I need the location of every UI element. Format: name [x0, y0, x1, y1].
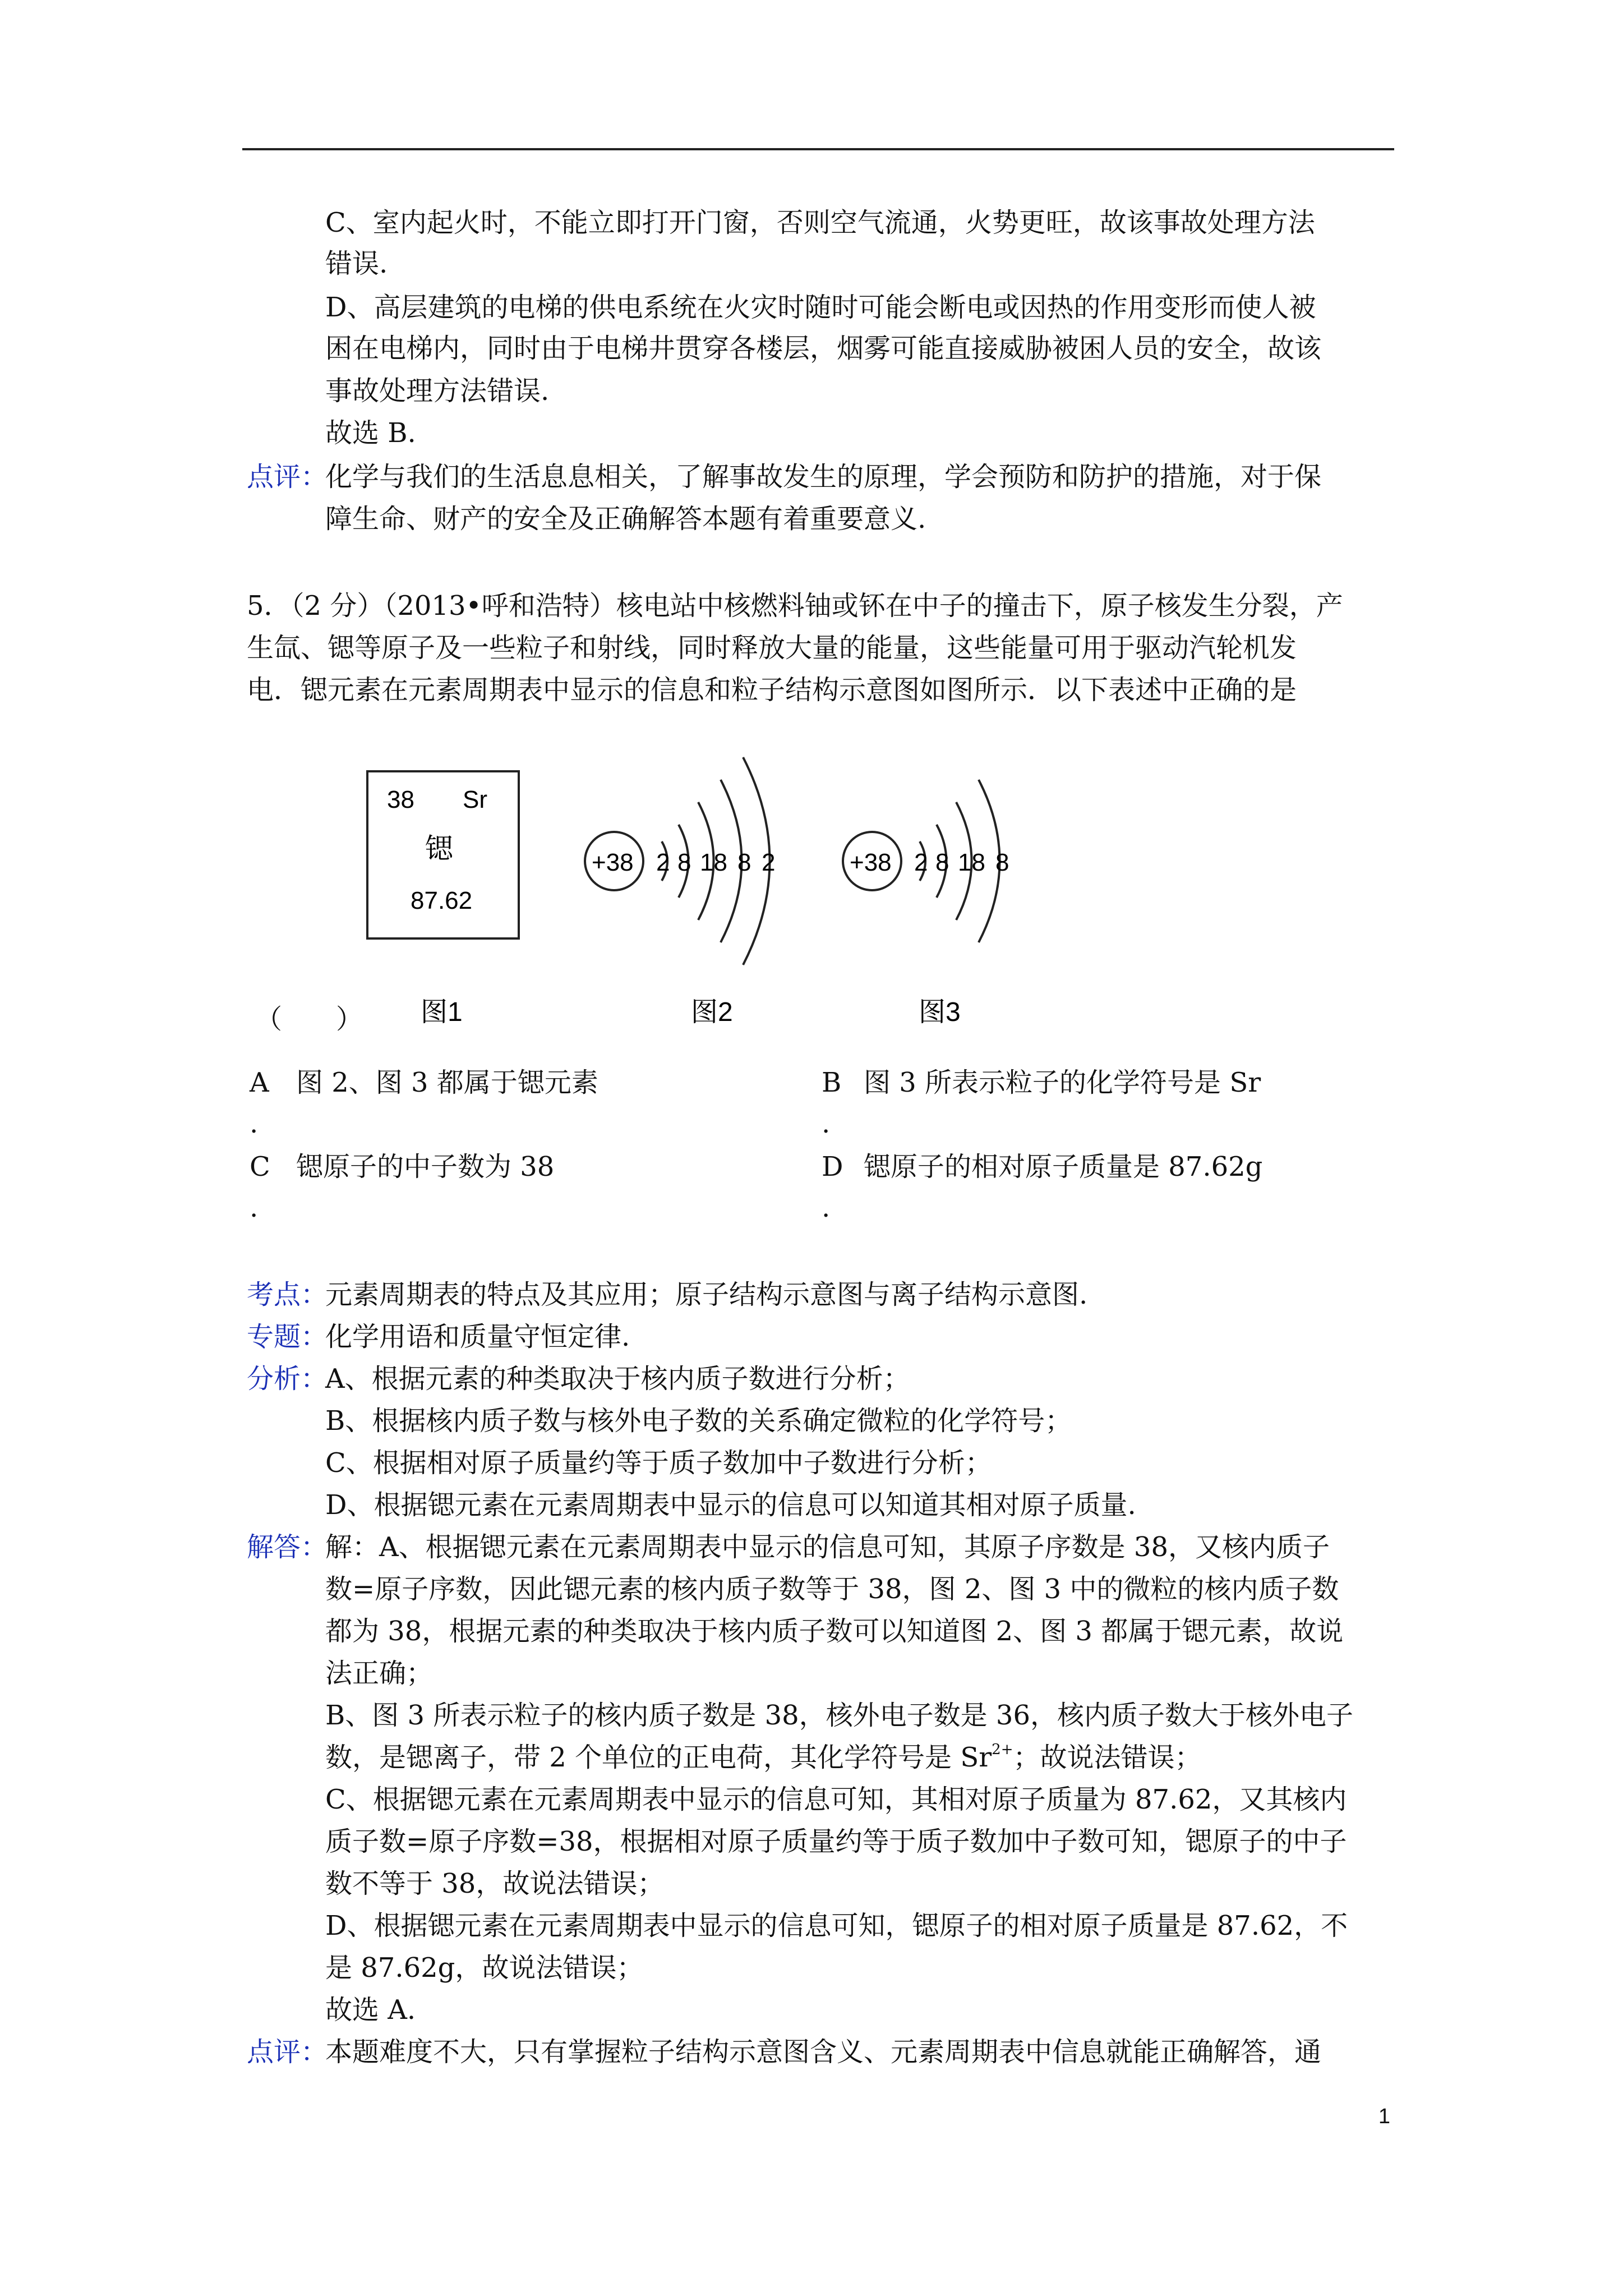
shell-1: 2: [656, 849, 670, 876]
figure-1-caption: 图1: [421, 997, 463, 1027]
question-5-line-1: 5．（2 分）（2013•呼和浩特）核电站中核燃料铀或钚在中子的撞击下，原子核发生分裂，产: [247, 590, 1343, 622]
figure-3-ion-structure: [843, 780, 1009, 942]
solution-d-line-2: 困在电梯内，同时由于电梯井贯穿各楼层，烟雾可能直接威胁被困人员的安全，故该: [325, 333, 1322, 364]
option-a-text: 图 2、图 3 都属于锶元素: [296, 1067, 598, 1098]
fenxi-label: 分析：: [247, 1363, 328, 1395]
jieda-line-12: 故选 A.: [325, 1994, 416, 2026]
zhuanti-text: 化学用语和质量守恒定律.: [325, 1321, 630, 1352]
atomic-mass: 87.62: [411, 887, 473, 914]
jieda-line-2: 数=原子序数，因此锶元素的核内质子数等于 38，图 2、图 3 中的微粒的核内质子数: [325, 1573, 1339, 1605]
figure-3-caption: 图3: [919, 997, 961, 1027]
figure-1-periodic-cell: [367, 771, 519, 938]
nucleus-charge: +38: [850, 849, 892, 876]
jieda-line-1: 解：A、根据锶元素在元素周期表中显示的信息可知，其原子序数是 38，又核内质子: [325, 1531, 1330, 1563]
question-5-figures: [247, 729, 1088, 1038]
option-b-letter: B: [822, 1067, 842, 1098]
jieda-line-10: D、根据锶元素在元素周期表中显示的信息可知，锶原子的相对原子质量是 87.62，不: [325, 1910, 1348, 1941]
jieda-line-11: 是 87.62g，故说法错误；: [325, 1952, 644, 1984]
fenxi-a: A、根据元素的种类取决于核内质子数进行分析；: [325, 1363, 910, 1395]
fenxi-d: D、根据锶元素在元素周期表中显示的信息可以知道其相对原子质量.: [325, 1489, 1136, 1521]
page-number: 1: [1378, 2105, 1390, 2128]
jieda-line-7: C、根据锶元素在元素周期表中显示的信息可知，其相对原子质量为 87.62，又其核内: [325, 1784, 1347, 1815]
solution-c-line-1: C、室内起火时，不能立即打开门窗，否则空气流通，火势更旺，故该事故处理方法: [325, 207, 1315, 238]
question-5-line-2: 生氙、锶等原子及一些粒子和射线，同时释放大量的能量，这些能量可用于驱动汽轮机发: [247, 632, 1297, 664]
option-d-letter: D: [822, 1151, 843, 1182]
figure-2-atom-structure: [585, 757, 775, 965]
question-5-line-3: 电．锶元素在元素周期表中显示的信息和粒子结构示意图如图所示．以下表述中正确的是: [247, 674, 1297, 706]
jieda-line-6-end: ；故说法错误；: [1013, 1742, 1202, 1773]
header-rule: [242, 148, 1394, 150]
option-d-dot: .: [822, 1192, 831, 1223]
zhuanti-label: 专题：: [247, 1321, 328, 1352]
jieda-label: 解答：: [247, 1531, 328, 1563]
solution-d-line-3: 事故处理方法错误.: [325, 375, 550, 407]
answer-parentheses: （ ）: [255, 1004, 363, 1035]
option-c-letter: C: [250, 1151, 270, 1182]
jieda-line-4: 法正确；: [325, 1658, 434, 1689]
shell-2: 8: [677, 849, 691, 876]
fenxi-c: C、根据相对原子质量约等于质子数加中子数进行分析；: [325, 1447, 992, 1479]
comment-label: 点评：: [247, 461, 328, 493]
element-symbol: Sr: [463, 786, 487, 813]
fenxi-b: B、根据核内质子数与核外电子数的关系确定微粒的化学符号；: [325, 1405, 1072, 1437]
kaodian-text: 元素周期表的特点及其应用；原子结构示意图与离子结构示意图.: [325, 1279, 1088, 1310]
jieda-line-5: B、图 3 所表示粒子的核内质子数是 38，核外电子数是 36，核内质子数大于核外电子: [325, 1700, 1354, 1731]
element-name: 锶: [425, 833, 453, 864]
shell-4: 8: [737, 849, 751, 876]
jieda-line-8: 质子数=原子序数=38，根据相对原子质量约等于质子数加中子数可知，锶原子的中子: [325, 1826, 1347, 1857]
jieda-line-9: 数不等于 38，故说法错误；: [325, 1868, 665, 1899]
dianping-label: 点评：: [247, 2036, 328, 2068]
shell-4: 8: [995, 849, 1009, 876]
dianping-text: 本题难度不大，只有掌握粒子结构示意图含义、元素周期表中信息就能正确解答，通: [325, 2036, 1322, 2068]
jieda-line-3: 都为 38，根据元素的种类取决于核内质子数可以知道图 2、图 3 都属于锶元素，故说: [325, 1616, 1344, 1647]
nucleus-charge: +38: [592, 849, 634, 876]
shell-3: 18: [958, 849, 985, 876]
option-d-text: 锶原子的相对原子质量是 87.62g: [864, 1151, 1263, 1182]
shell-3: 18: [700, 849, 727, 876]
ion-charge-superscript: 2+: [992, 1741, 1013, 1758]
solution-d-line-1: D、高层建筑的电梯的供电系统在火灾时随时可能会断电或因热的作用变形而使人被: [325, 292, 1316, 323]
shell-5: 2: [762, 849, 776, 876]
jieda-line-6: [325, 1738, 1202, 1777]
option-b-text: 图 3 所表示粒子的化学符号是 Sr: [864, 1067, 1261, 1098]
choose-answer: 故选 B.: [325, 417, 416, 449]
shell-1: 2: [914, 849, 928, 876]
option-a-letter: A: [250, 1067, 269, 1098]
jieda-line-6-main: 数，是锶离子，带 2 个单位的正电荷，其化学符号是 Sr: [325, 1742, 992, 1773]
option-b-dot: .: [822, 1108, 831, 1139]
option-c-dot: .: [250, 1192, 259, 1223]
solution-c-line-2: 错误.: [325, 248, 388, 279]
kaodian-label: 考点：: [247, 1279, 328, 1310]
figure-2-caption: 图2: [691, 997, 733, 1027]
option-a-dot: .: [250, 1108, 259, 1139]
comment-line-2: 障生命、财产的安全及正确解答本题有着重要意义.: [325, 503, 926, 535]
option-c-text: 锶原子的中子数为 38: [296, 1151, 555, 1182]
shell-2: 8: [935, 849, 949, 876]
atomic-number: 38: [387, 786, 414, 813]
comment-line-1: 化学与我们的生活息息相关，了解事故发生的原理，学会预防和防护的措施，对于保: [325, 461, 1322, 493]
